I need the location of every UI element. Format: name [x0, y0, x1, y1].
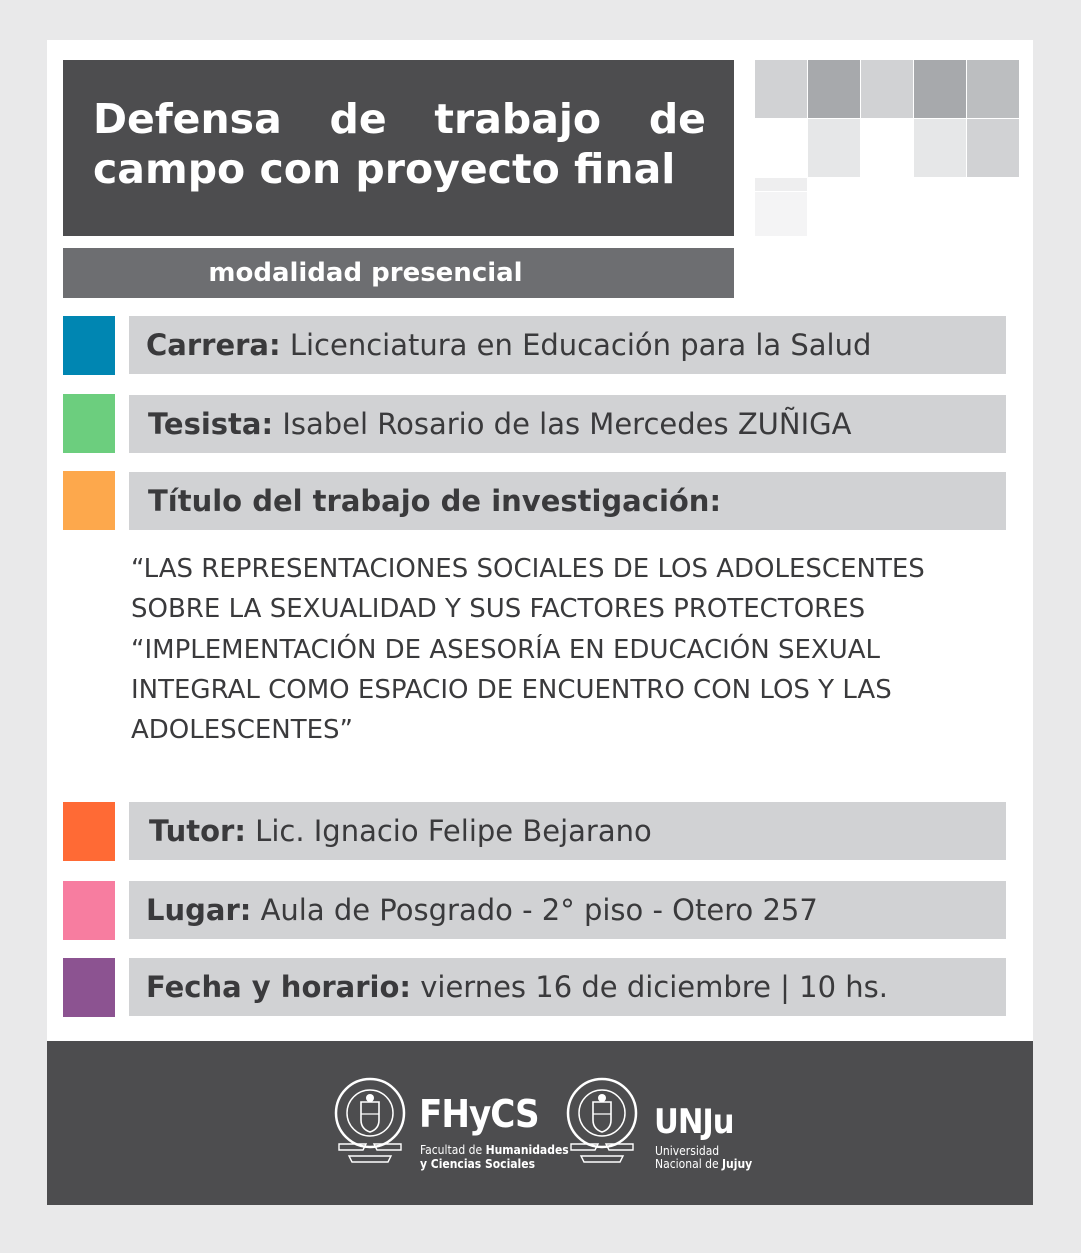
place-color-marker: [63, 881, 115, 940]
research-title-row: [129, 472, 1006, 530]
career-row: [129, 316, 1006, 374]
fhycs-line1b: Humanidades: [485, 1143, 569, 1157]
tutor-value: Lic. Ignacio Felipe Bejarano: [255, 814, 652, 848]
date-row: [129, 958, 1006, 1016]
unju-abbr: UNJu: [654, 1102, 734, 1142]
thesis-title-text: “LAS REPRESENTACIONES SOCIALES DE LOS ADOLESCENTES SOBRE LA SEXUALIDAD Y SUS FACTORES PROTECTORES “IMPLEMENTACIÓN DE ASESORÍA EN EDUCACIÓN SEXUAL INTEGRAL COMO ESPACIO DE ENCUENTRO CON LOS Y LAS ADOLESCENTES”: [131, 554, 925, 746]
title-line-1: Defensa de trabajo de: [93, 95, 706, 143]
place-label: Lugar:: [146, 893, 252, 927]
fhycs-line1a: Facultad de: [420, 1143, 486, 1157]
footer-bar: [47, 1041, 1033, 1205]
fhycs-seal-icon: [333, 1076, 407, 1170]
career-color-marker: [63, 316, 115, 375]
unju-fullname: [655, 1145, 752, 1171]
place-row: [129, 881, 1006, 939]
unju-line1: Universidad: [655, 1144, 720, 1158]
thesis-student-value: Isabel Rosario de las Mercedes ZUÑIGA: [282, 407, 852, 441]
fhycs-fullname: [420, 1143, 569, 1171]
career-label: Carrera:: [146, 328, 281, 362]
place-value: Aula de Posgrado - 2° piso - Otero 257: [260, 893, 818, 927]
thesis-student-row: [129, 395, 1006, 453]
modality-banner: [63, 248, 734, 298]
tutor-color-marker: [63, 802, 115, 861]
date-label: Fecha y horario:: [146, 970, 412, 1004]
thesis-student-color-marker: [63, 394, 115, 453]
research-title-color-marker: [63, 471, 115, 530]
thesis-student-label: Tesista:: [148, 407, 274, 441]
unju-seal-icon: [565, 1076, 639, 1170]
research-title-label: Título del trabajo de investigación:: [148, 484, 722, 518]
page-title: [63, 60, 734, 236]
fhycs-line2: y Ciencias Sociales: [420, 1157, 536, 1171]
tutor-label: Tutor:: [149, 814, 246, 848]
title-line-2: campo con proyecto final: [93, 145, 676, 193]
unju-line2b: Jujuy: [722, 1157, 753, 1171]
date-value: viernes 16 de diciembre | 10 hs.: [420, 970, 888, 1004]
unju-line2a: Nacional de: [655, 1157, 723, 1171]
career-value: Licenciatura en Educación para la Salud: [289, 328, 872, 362]
date-color-marker: [63, 958, 115, 1017]
fhycs-abbr: FHyCS: [419, 1092, 539, 1136]
tutor-row: [129, 802, 1006, 860]
modality-label: modalidad presencial: [208, 258, 523, 288]
